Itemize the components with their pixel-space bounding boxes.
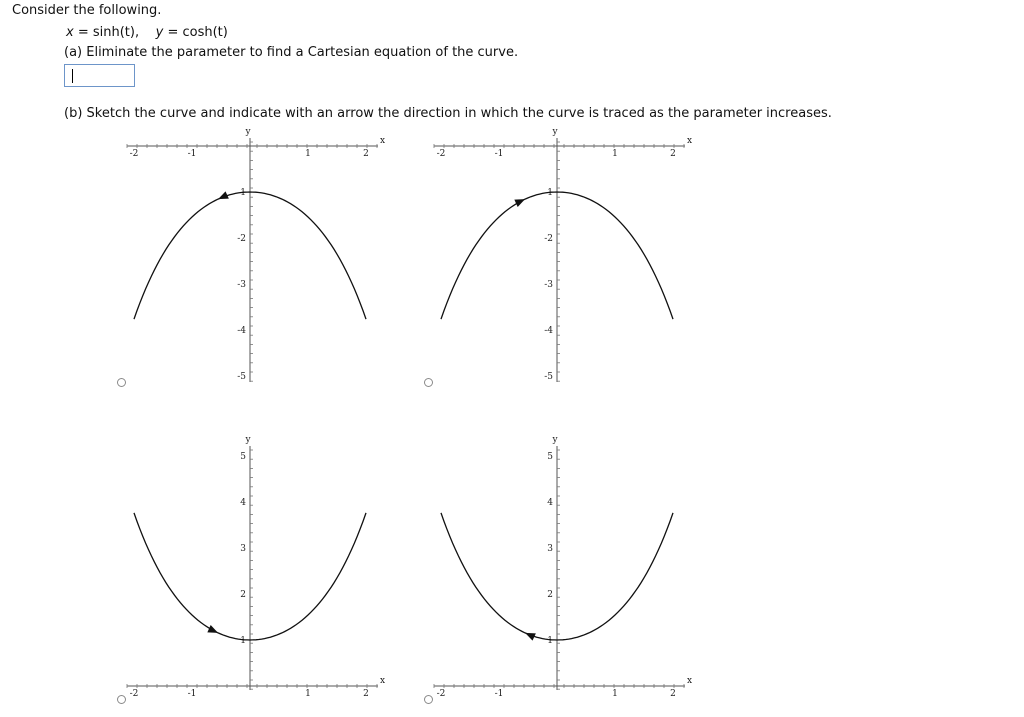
direction-arrow <box>514 199 525 207</box>
x-tick-label: -2 <box>129 149 139 159</box>
cartesian-equation-input[interactable] <box>64 64 135 87</box>
x-variable: x <box>66 25 74 40</box>
y-tick-label: 1 <box>240 636 246 646</box>
x-axis-label: x <box>687 136 693 146</box>
y-tick-label: 1 <box>240 188 246 198</box>
x-axis-label: x <box>380 676 386 686</box>
x-equation: = sinh(t), <box>73 25 140 40</box>
graph-option-3[interactable] <box>120 428 390 698</box>
x-tick-label: -2 <box>436 149 446 159</box>
y-tick-label: 5 <box>240 452 246 462</box>
y-tick-label: -2 <box>544 234 553 244</box>
graph-option-2[interactable] <box>427 122 697 392</box>
x-tick-label: -1 <box>187 149 197 159</box>
y-tick-label: 5 <box>547 452 553 462</box>
y-tick-label: -4 <box>544 326 553 336</box>
y-tick-label: -5 <box>237 372 246 382</box>
y-tick-label: -5 <box>544 372 553 382</box>
y-tick-label: -2 <box>237 234 246 244</box>
part-a-prompt: (a) Eliminate the parameter to find a Cartesian equation of the curve. <box>64 45 519 60</box>
y-axis-label: y <box>245 127 251 137</box>
y-tick-label: 4 <box>547 498 553 508</box>
x-tick-label: 1 <box>612 149 618 159</box>
y-tick-label: 3 <box>547 544 553 554</box>
y-equation: = cosh(t) <box>163 25 228 40</box>
x-tick-label: 2 <box>363 149 369 159</box>
x-tick-label: 2 <box>670 149 676 159</box>
x-tick-label: 1 <box>305 149 311 159</box>
direction-arrow <box>218 191 229 199</box>
y-tick-label: 2 <box>547 590 553 600</box>
y-tick-label: 2 <box>240 590 246 600</box>
y-tick-label: -4 <box>237 326 246 336</box>
x-tick-label: -2 <box>129 689 139 699</box>
x-tick-label: 1 <box>612 689 618 699</box>
y-tick-label: 1 <box>547 188 553 198</box>
x-tick-label: 2 <box>670 689 676 699</box>
y-tick-label: 1 <box>547 636 553 646</box>
graph-option-4[interactable] <box>427 428 697 698</box>
x-tick-label: 2 <box>363 689 369 699</box>
question-intro: Consider the following. <box>12 3 162 18</box>
y-tick-label: 4 <box>240 498 246 508</box>
x-tick-label: 1 <box>305 689 311 699</box>
y-axis-label: y <box>245 435 251 445</box>
part-b-prompt: (b) Sketch the curve and indicate with an arrow the direction in which the curve is traced as the parameter increases. <box>64 106 832 121</box>
x-tick-label: -1 <box>494 149 504 159</box>
direction-arrow <box>525 633 536 641</box>
x-tick-label: -1 <box>494 689 504 699</box>
text-caret <box>72 69 73 83</box>
y-tick-label: -3 <box>544 280 553 290</box>
y-axis-label: y <box>552 127 558 137</box>
direction-arrow <box>207 625 218 633</box>
y-tick-label: 3 <box>240 544 246 554</box>
x-tick-label: -2 <box>436 689 446 699</box>
y-axis-label: y <box>552 435 558 445</box>
parametric-equations <box>66 25 228 40</box>
x-axis-label: x <box>687 676 693 686</box>
x-tick-label: -1 <box>187 689 197 699</box>
graph-option-1[interactable] <box>120 122 390 392</box>
y-variable: y <box>155 25 164 40</box>
x-axis-label: x <box>380 136 386 146</box>
y-tick-label: -3 <box>237 280 246 290</box>
